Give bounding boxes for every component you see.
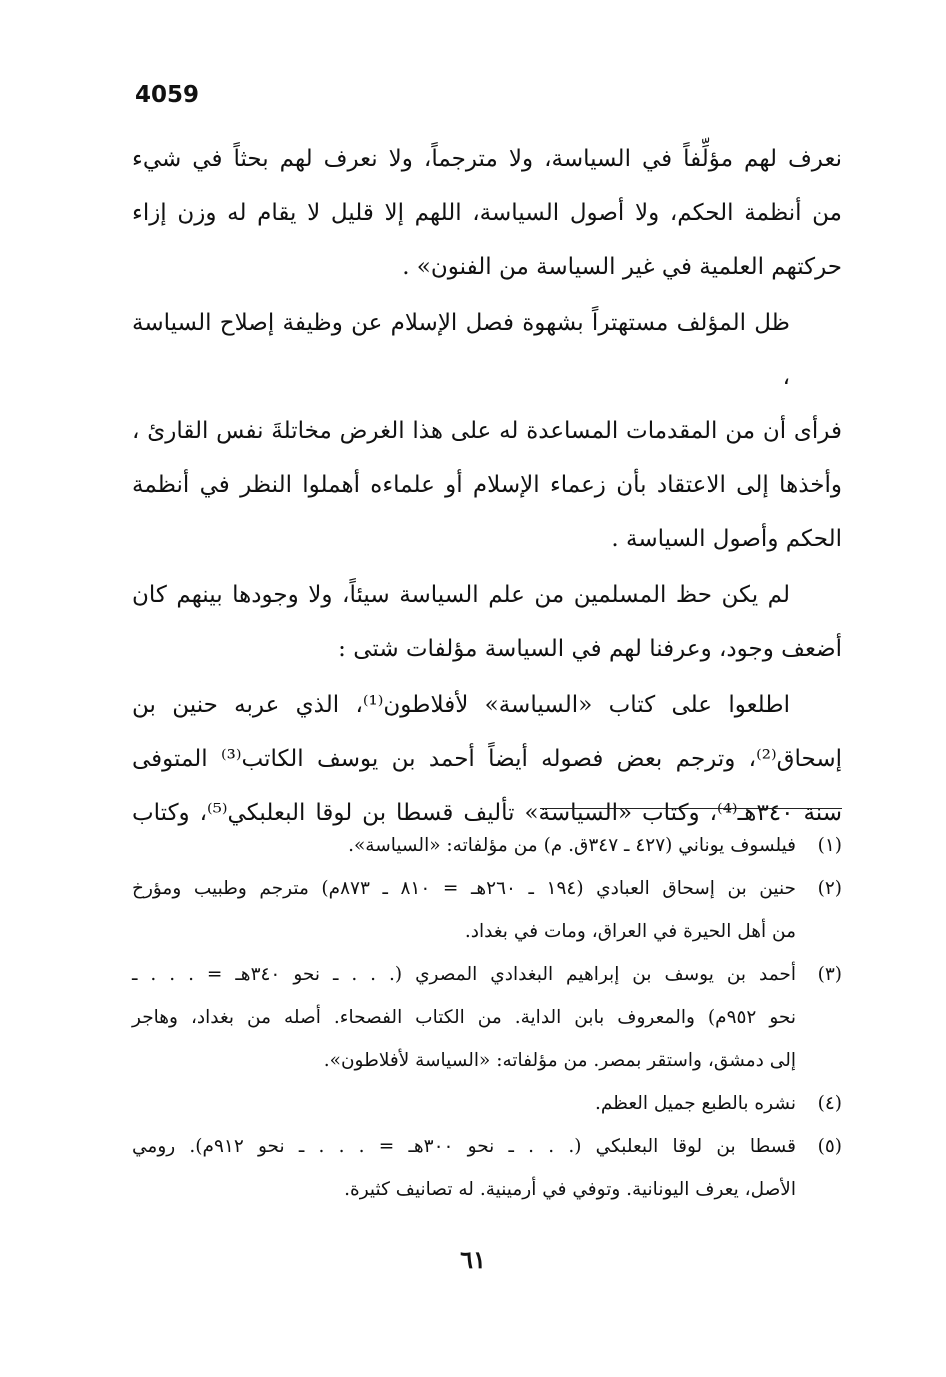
footnote-line: نحو ٩٥٢م) والمعروف بابن الداية. من الكتاب الفصحاء. أصله من بغداد، وهاجر bbox=[132, 1007, 796, 1028]
footnote-separator bbox=[540, 808, 842, 809]
body-text bbox=[132, 132, 842, 842]
text-line: ظل المؤلف مستهتراً بشهوة فصل الإسلام عن وظيفة إصلاح السياسة ، bbox=[132, 310, 790, 390]
footnote-line: حنين بن إسحاق العبادي (١٩٤ ـ ٢٦٠هـ = ٨١٠ ـ ٨٧٣م) مترجم وطبيب ومؤرخ bbox=[132, 878, 796, 899]
text-line: إسحاق⁽²⁾، وترجم بعض فصوله أيضاً أحمد بن يوسف الكاتب⁽³⁾ المتوفى bbox=[132, 746, 842, 772]
paragraph bbox=[132, 568, 842, 676]
footnote-line: نشره بالطبع جميل العظم. bbox=[594, 1093, 796, 1114]
footnote bbox=[132, 1082, 842, 1125]
footnote bbox=[132, 867, 842, 953]
footnote-line: قسطا بن لوقا البعلبكي (. . . ـ نحو ٣٠٠هـ = . . . ـ نحو ٩١٢م). رومي bbox=[132, 1136, 796, 1157]
paragraph bbox=[132, 296, 842, 566]
footnote-line: الأصل، يعرف اليونانية. وتوفي في أرمينية. له تصانيف كثيرة. bbox=[344, 1179, 796, 1200]
footnote-text bbox=[132, 1125, 796, 1211]
footnotes bbox=[132, 824, 842, 1211]
text-line: من أنظمة الحكم، ولا أصول السياسة، اللهم إلا قليل لا يقام له وزن إزاء bbox=[132, 200, 842, 226]
text-line: سنة ٣٤٠هـ⁽⁴⁾، وكتاب «السياسة» تأليف قسطا بن لوقا البعلبكي⁽⁵⁾، وكتاب bbox=[132, 800, 842, 826]
footnote-line: أحمد بن يوسف بن إبراهيم البغدادي المصري (. . . ـ نحو ٣٤٠هـ = . . . ـ bbox=[132, 964, 796, 985]
footnote-number: (٣) bbox=[817, 964, 842, 985]
footnote-text bbox=[132, 1082, 796, 1125]
footnote bbox=[132, 953, 842, 1082]
text-line: اطلعوا على كتاب «السياسة» لأفلاطون⁽¹⁾، الذي عربه حنين بن bbox=[132, 692, 790, 718]
footnote bbox=[132, 1125, 842, 1211]
text-line: لم يكن حظ المسلمين من علم السياسة سيئاً، ولا وجودها بينهم كان bbox=[132, 582, 790, 608]
footnote-text bbox=[132, 953, 796, 1082]
footnote-number: (٤) bbox=[817, 1093, 842, 1114]
paragraph bbox=[132, 678, 842, 840]
paragraph bbox=[132, 132, 842, 294]
footnote-text bbox=[132, 867, 796, 953]
footnote-line: إلى دمشق، واستقر بمصر. من مؤلفاته: «السياسة لأفلاطون». bbox=[323, 1050, 796, 1071]
footnote-line: فيلسوف يوناني (٤٢٧ ـ ٣٤٧ق. م) من مؤلفاته: «السياسة». bbox=[348, 835, 796, 856]
footnote bbox=[132, 824, 842, 867]
text-line: وأخذها إلى الاعتقاد بأن زعماء الإسلام أو علماءه أهملوا النظر في أنظمة bbox=[132, 472, 842, 498]
footnote-text bbox=[132, 824, 796, 867]
footnote-line: من أهل الحيرة في العراق، ومات في بغداد. bbox=[464, 921, 796, 942]
footnote-number: (٥) bbox=[817, 1136, 842, 1157]
text-line: الحكم وأصول السياسة . bbox=[611, 526, 842, 552]
footnote-number: (١) bbox=[817, 835, 842, 856]
page-number: ٦١ bbox=[460, 1245, 486, 1274]
text-line: نعرف لهم مؤلِّفاً في السياسة، ولا مترجماً، ولا نعرف لهم بحثاً في شيء bbox=[132, 146, 842, 172]
page-id: 4059 bbox=[135, 82, 200, 108]
text-line: حركتهم العلمية في غير السياسة من الفنون» . bbox=[402, 254, 842, 280]
footnote-number: (٢) bbox=[817, 878, 842, 899]
text-line: أضعف وجود، وعرفنا لهم في السياسة مؤلفات شتى : bbox=[338, 636, 842, 662]
text-line: فرأى أن من المقدمات المساعدة له على هذا الغرض مخاتلةَ نفس القارئ ، bbox=[132, 418, 842, 444]
